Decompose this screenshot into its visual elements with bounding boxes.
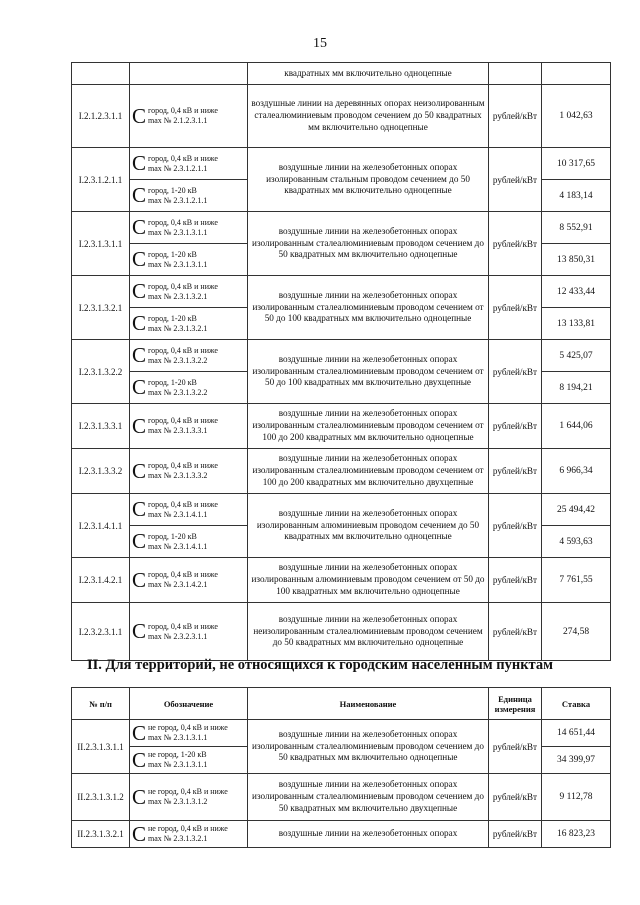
row-unit: рублей/кВт (489, 85, 542, 148)
designation-text (148, 186, 207, 206)
row-rate: 13 850,31 (542, 244, 611, 276)
designation-letter: C (132, 413, 147, 438)
designation-letter: C (132, 279, 147, 303)
row-rate: 13 133,81 (542, 308, 611, 340)
row-name: воздушные линии на железобетонных опорах неизолированным сталеалюминиевым проводом сечением до 50 квадратных мм включительно одноцепные (248, 603, 489, 661)
row-name: воздушные линии на железобетонных опорах изолированным алюминиевым проводом сечением от 50 до 100 квадратных мм включительно одноцепные (248, 558, 489, 603)
row-rate: 14 651,44 (542, 720, 611, 747)
row-name: воздушные линии на железобетонных опорах изолированным сталеалюминиевым проводом сечением от 50 до 100 квадратных мм включительно двухцепные (248, 340, 489, 404)
designation-line1: не город, 0,4 кВ и ниже (148, 824, 228, 833)
designation-cell (130, 148, 248, 180)
row-rate: 274,58 (542, 603, 611, 661)
table-row (72, 558, 611, 603)
row-rate: 4 183,14 (542, 180, 611, 212)
tariff-table-urban (71, 62, 611, 661)
designation (130, 458, 247, 483)
table-row (72, 276, 611, 308)
row-rate: 9 112,78 (542, 774, 611, 821)
designation-letter: C (132, 151, 147, 175)
designation-line2: max № 2.3.1.3.2.2 (148, 387, 208, 397)
designation-line2: max № 2.3.1.3.2.1 (148, 834, 208, 843)
row-unit: рублей/кВт (489, 774, 542, 821)
designation-line2: max № 2.3.1.4.2.1 (148, 580, 208, 589)
designation-text (148, 378, 207, 398)
designation-line2: max № 2.1.2.3.1.1 (148, 116, 208, 125)
designation-text (148, 106, 218, 126)
row-name: воздушные линии на железобетонных опорах изолированным сталеалюминиевым проводом сечением до 50 квадратных мм включительно двухцепные (248, 774, 489, 821)
designation-line1: город, 0,4 кВ и ниже (148, 106, 218, 115)
row-name: воздушные линии на железобетонных опорах изолированным сталеалюминиевым проводом сечением до 50 квадратных мм включительно одноцепные (248, 212, 489, 276)
row-unit: рублей/кВт (489, 276, 542, 340)
designation (130, 747, 247, 772)
row-number: I.2.3.1.4.1.1 (72, 494, 130, 558)
designation-line2: max № 2.3.1.3.2.2 (148, 355, 208, 365)
designation-text (148, 346, 218, 366)
designation-line2: max № 2.3.1.3.3.1 (148, 426, 208, 435)
row-number: I.2.3.1.3.2.1 (72, 276, 130, 340)
designation (130, 784, 247, 809)
row-number: I.2.3.1.3.1.1 (72, 212, 130, 276)
designation-line1: город, 0,4 кВ и ниже (148, 153, 218, 163)
designation-line2: max № 2.3.1.2.1.1 (148, 163, 208, 173)
row-name: воздушные линии на железобетонных опорах изолированным сталеалюминиевым проводом сечением от 100 до 200 квадратных мм включительно одноцепные (248, 404, 489, 449)
header-rate: Ставка (542, 688, 611, 720)
header-num: № п/п (72, 688, 130, 720)
designation (130, 567, 247, 592)
designation-letter: C (132, 619, 147, 643)
designation-line1: город, 1-20 кВ (148, 249, 197, 259)
designation (130, 621, 247, 642)
designation-text (148, 282, 218, 302)
row-unit: рублей/кВт (489, 603, 542, 661)
row-name: воздушные линии на железобетонных опорах изолированным сталеалюминиевым проводом сечением от 50 до 100 квадратных мм включительно одноцепные (248, 276, 489, 340)
designation-cell (130, 747, 248, 774)
designation-line1: не город, 0,4 кВ и ниже (148, 723, 228, 732)
designation (130, 103, 247, 128)
designation-text (148, 154, 218, 174)
designation-text (148, 750, 207, 770)
row-unit: рублей/кВт (489, 340, 542, 404)
designation-text (148, 787, 228, 807)
row-unit: рублей/кВт (489, 148, 542, 212)
designation-text (148, 461, 218, 481)
row-unit: рублей/кВт (489, 212, 542, 276)
designation-cell (130, 774, 248, 821)
row-number: II.2.3.1.3.2.1 (72, 821, 130, 848)
designation-line1: город, 1-20 кВ (148, 377, 197, 387)
designation (130, 531, 247, 552)
designation-text (148, 622, 218, 642)
row-rate: 34 399,97 (542, 747, 611, 774)
row-rate: 7 761,55 (542, 558, 611, 603)
designation-line2: max № 2.3.2.3.1.1 (148, 631, 208, 641)
designation-letter: C (132, 247, 147, 271)
designation (130, 185, 247, 206)
row-number: I.2.3.1.4.2.1 (72, 558, 130, 603)
header-code: Обозначение (130, 688, 248, 720)
designation-line1: город, 1-20 кВ (148, 313, 197, 323)
designation-line1: город, 0,4 кВ и ниже (148, 461, 218, 470)
table-row (72, 148, 611, 180)
designation-cell (130, 308, 248, 340)
designation-text (148, 218, 218, 238)
designation-line1: город, 0,4 кВ и ниже (148, 281, 218, 291)
designation-text (148, 314, 207, 334)
designation (130, 249, 247, 270)
row-name: воздушные линии на железобетонных опорах изолированным алюминиевым проводом сечением до 50 квадратных мм включительно одноцепные (248, 494, 489, 558)
row-rate: 1 644,06 (542, 404, 611, 449)
row-unit: рублей/кВт (489, 821, 542, 848)
designation (130, 281, 247, 302)
row-number: I.2.3.1.3.2.2 (72, 340, 130, 404)
header-unit: Единица измерения (489, 688, 542, 720)
row-name: воздушные линии на деревянных опорах неизолированным сталеалюминиевым проводом сечением до 50 квадратных мм включительно одноцепные (248, 85, 489, 148)
designation-cell (130, 276, 248, 308)
designation-cell (130, 603, 248, 661)
page-number: 15 (313, 36, 327, 51)
designation-line1: город, 0,4 кВ и ниже (148, 621, 218, 631)
table-header-row (72, 688, 611, 720)
row-unit: рублей/кВт (489, 720, 542, 774)
designation-cell (130, 720, 248, 747)
row-rate: 16 823,23 (542, 821, 611, 848)
table-row-continued (72, 63, 611, 85)
designation-cell (130, 821, 248, 848)
designation-letter: C (132, 458, 147, 483)
row-unit: рублей/кВт (489, 558, 542, 603)
designation-letter: C (132, 529, 147, 553)
designation-line2: max № 2.3.1.3.1.1 (148, 760, 208, 769)
row-number: I.2.3.1.3.3.2 (72, 449, 130, 494)
table-row (72, 404, 611, 449)
row-rate: 5 425,07 (542, 340, 611, 372)
table-row (72, 494, 611, 526)
row-name: воздушные линии на железобетонных опорах изолированным сталеалюминиевым проводом сечением от 100 до 200 квадратных мм включительно двухцепные (248, 449, 489, 494)
row-rate: 8 194,21 (542, 372, 611, 404)
table-row (72, 340, 611, 372)
designation-letter: C (132, 103, 147, 128)
designation-text (148, 500, 218, 520)
designation (130, 313, 247, 334)
designation-text (148, 824, 228, 844)
row-unit: рублей/кВт (489, 449, 542, 494)
designation (130, 153, 247, 174)
designation-letter: C (132, 497, 147, 521)
designation-letter: C (132, 311, 147, 335)
row-rate: 8 552,91 (542, 212, 611, 244)
designation-text (148, 416, 218, 436)
designation (130, 377, 247, 398)
designation (130, 413, 247, 438)
designation-letter: C (132, 183, 147, 207)
row-unit: рублей/кВт (489, 494, 542, 558)
designation-letter: C (132, 215, 147, 239)
row-name: воздушные линии на железобетонных опорах (248, 821, 489, 848)
row-rate: 12 433,44 (542, 276, 611, 308)
designation (130, 821, 247, 846)
row-number: I.2.3.2.3.1.1 (72, 603, 130, 661)
row-name: воздушные линии на железобетонных опорах изолированным стальным проводом сечением до 50 квадратных мм включительно одноцепные (248, 148, 489, 212)
designation-cell (130, 404, 248, 449)
row-rate: 4 593,63 (542, 526, 611, 558)
designation (130, 499, 247, 520)
designation-text (148, 532, 207, 552)
section-title: II. Для территорий, не относящихся к городским населенным пунктам (86, 657, 553, 673)
tariff-table-rural (71, 687, 611, 848)
designation-line2: max № 2.3.1.3.1.1 (148, 227, 208, 237)
row-number: II.2.3.1.3.1.1 (72, 720, 130, 774)
row-rate: 6 966,34 (542, 449, 611, 494)
table-row (72, 449, 611, 494)
designation-line2: max № 2.3.1.3.1.1 (148, 259, 208, 269)
row-name: квадратных мм включительно одноцепные (248, 63, 489, 85)
designation-letter: C (132, 784, 147, 809)
designation-letter: C (132, 375, 147, 399)
table-row (72, 212, 611, 244)
designation-line2: max № 2.3.1.3.3.2 (148, 471, 208, 480)
row-rate: 10 317,65 (542, 148, 611, 180)
table-row (72, 821, 611, 848)
designation-letter: C (132, 821, 147, 846)
designation-line2: max № 2.3.1.3.2.1 (148, 323, 208, 333)
designation-line1: город, 1-20 кВ (148, 185, 197, 195)
designation-cell (130, 212, 248, 244)
table-row (72, 774, 611, 821)
designation (130, 217, 247, 238)
designation-cell (130, 449, 248, 494)
designation-line1: город, 1-20 кВ (148, 531, 197, 541)
designation-line2: max № 2.3.1.3.1.1 (148, 733, 208, 742)
designation-line1: не город, 0,4 кВ и ниже (148, 787, 228, 796)
designation-cell (130, 85, 248, 148)
designation-text (148, 723, 228, 743)
designation-cell (130, 494, 248, 526)
designation-text (148, 250, 207, 270)
designation-line1: город, 0,4 кВ и ниже (148, 499, 218, 509)
designation-letter: C (132, 747, 147, 772)
designation-letter: C (132, 343, 147, 367)
designation-cell (130, 558, 248, 603)
designation-line1: город, 0,4 кВ и ниже (148, 570, 218, 579)
row-number: I.2.1.2.3.1.1 (72, 85, 130, 148)
row-rate: 1 042,63 (542, 85, 611, 148)
row-unit: рублей/кВт (489, 404, 542, 449)
row-number: I.2.3.1.2.1.1 (72, 148, 130, 212)
designation-letter: C (132, 567, 147, 592)
table-row (72, 720, 611, 747)
table-row (72, 603, 611, 661)
table-row (72, 85, 611, 148)
designation-line1: не город, 1-20 кВ (148, 750, 207, 759)
designation-cell (130, 526, 248, 558)
designation-cell (130, 244, 248, 276)
designation-text (148, 570, 218, 590)
designation-line1: город, 0,4 кВ и ниже (148, 416, 218, 425)
row-name: воздушные линии на железобетонных опорах изолированным сталеалюминиевым проводом сечением до 50 квадратных мм включительно одноцепные (248, 720, 489, 774)
designation-line2: max № 2.3.1.4.1.1 (148, 541, 208, 551)
designation-cell (130, 340, 248, 372)
designation-line1: город, 0,4 кВ и ниже (148, 217, 218, 227)
designation-line2: max № 2.3.1.3.2.1 (148, 291, 208, 301)
designation (130, 720, 247, 745)
designation-line2: max № 2.3.1.4.1.1 (148, 509, 208, 519)
row-rate: 25 494,42 (542, 494, 611, 526)
designation-cell (130, 180, 248, 212)
header-name: Наименование (248, 688, 489, 720)
designation-line1: город, 0,4 кВ и ниже (148, 345, 218, 355)
designation (130, 345, 247, 366)
designation-line2: max № 2.3.1.2.1.1 (148, 195, 208, 205)
designation-cell (130, 372, 248, 404)
designation-line2: max № 2.3.1.3.1.2 (148, 797, 208, 806)
designation-letter: C (132, 720, 147, 745)
row-number: I.2.3.1.3.3.1 (72, 404, 130, 449)
row-number: II.2.3.1.3.1.2 (72, 774, 130, 821)
